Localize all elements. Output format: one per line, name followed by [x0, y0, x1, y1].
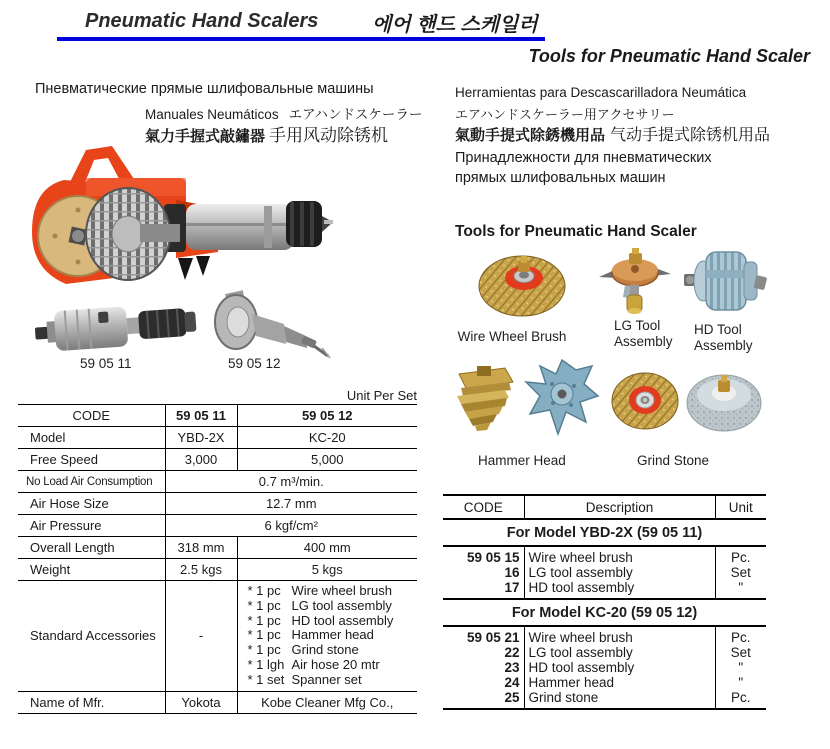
spec-row-accessories: Standard Accessories - * 1 pc Wire wheel brush * 1 pc LG tool assembly * 1 pc HD tool assembly * 1 pc Hammer head * 1 pc Grind stone * 1 lgh Air hose 20 mtr * 1 set Spanner set [18, 581, 417, 692]
unit-per-set-note: Unit Per Set [346, 388, 417, 403]
wire-wheel-brush-label: Wire Wheel Brush [457, 329, 567, 344]
page-title-en: Pneumatic Hand Scalers [85, 10, 319, 32]
tool-59-05-12-image [212, 290, 332, 362]
spec-header-row: CODE 59 05 11 59 05 12 [18, 405, 417, 427]
spec-table [18, 404, 417, 714]
page-title-ko: 에어 핸드 스케일러 [372, 14, 538, 36]
right-subtitle-russian-line1: Принадлежности для пневматических [455, 150, 712, 166]
tools-table-group-kc20: 59 05 21 22 23 24 25 Wire wheel brush LG tool assembly HD tool assembly Hammer head Grind stone Pc. Set " " Pc. [443, 626, 766, 709]
tools-table-section-ybd2x: For Model YBD-2X (59 05 11) [506, 525, 703, 541]
accessory-item: * 1 pc HD tool assembly [247, 612, 394, 628]
title-underline-bar [57, 37, 545, 41]
left-subtitle-japanese: エアハンドスケーラー [288, 107, 423, 122]
left-subtitle-chinese-simplified: 手用风动除锈机 [269, 126, 389, 145]
grind-wheel-image [610, 370, 682, 432]
accessory-item: * 1 lgh Air hose 20 mtr [247, 656, 380, 672]
right-subtitle-chinese-simplified: 气动手提式除锈机用品 [610, 127, 771, 144]
code-label-59-05-11: 59 05 11 [80, 356, 132, 371]
lg-tool-assembly-image [597, 247, 673, 315]
tools-table [443, 494, 766, 710]
grind-stone-image [684, 368, 764, 434]
hammer-head-label: Hammer Head [478, 453, 566, 468]
tools-table-header: CODE Description Unit [443, 495, 766, 519]
right-subtitle-japanese: エアハンドスケーラー用アクセサリー [455, 107, 675, 122]
tool-59-05-11-image [31, 292, 200, 361]
left-subtitle-chinese [145, 121, 388, 146]
code-label-59-05-12: 59 05 12 [228, 356, 281, 371]
right-subtitle-russian-line2: прямых шлифовальных машин [455, 170, 666, 186]
hammer-head-image [447, 364, 525, 434]
accessory-item: * 1 pc Grind stone [247, 642, 359, 658]
accessory-item: * 1 pc Wire wheel brush [247, 583, 392, 598]
wire-wheel-brush-image [477, 248, 569, 320]
spec-row-model: Model YBD-2X KC-20 [18, 427, 417, 449]
left-subtitle-spanish: Manuales Neumáticos [145, 107, 279, 122]
hd-tool-assembly-image [682, 246, 768, 316]
accessory-item: * 1 set Spanner set [247, 671, 362, 687]
hd-label-line2: Assembly [694, 338, 753, 353]
left-subtitle-russian: Пневматические прямые шлифовальные машины [35, 81, 374, 97]
lg-label-line1: LG Tool [614, 318, 661, 333]
impeller-image [524, 358, 600, 438]
right-subtitle-chinese-traditional: 氣動手提式除銹機用品 [455, 127, 606, 144]
spec-row-air-hose: Air Hose Size 12.7 mm [18, 493, 417, 515]
left-subtitle-spanish-japanese [145, 103, 422, 123]
hd-label-line1: HD Tool [694, 322, 742, 337]
tools-section-heading: Tools for Pneumatic Hand Scaler [455, 223, 697, 240]
accessory-item: * 1 pc Hammer head [247, 627, 374, 643]
spec-row-free-speed: Free Speed 3,000 5,000 [18, 449, 417, 471]
spec-row-manufacturer: Name of Mfr. Yokota Kobe Cleaner Mfg Co., [18, 691, 417, 713]
pneumatic-scaler-image [28, 144, 333, 292]
lg-label-line2: Assembly [614, 334, 673, 349]
grind-stone-label: Grind Stone [637, 453, 710, 468]
right-subtitle-spanish: Herramientas para Descascarilladora Neumática [455, 85, 747, 100]
spec-row-weight: Weight 2.5 kgs 5 kgs [18, 559, 417, 581]
tools-page-title: Tools for Pneumatic Hand Scaler [528, 46, 810, 66]
spec-row-overall-length: Overall Length 318 mm 400 mm [18, 537, 417, 559]
hd-tool-assembly-label [694, 322, 753, 354]
left-subtitle-chinese-traditional: 氣力手握式敲鏽器 [145, 128, 266, 145]
right-subtitle-chinese [455, 122, 770, 145]
lg-tool-assembly-label [614, 318, 673, 350]
spec-row-air-pressure: Air Pressure 6 kgf/cm² [18, 515, 417, 537]
spec-row-no-load: No Load Air Consumption 0.7 m³/min. [18, 471, 417, 493]
tools-table-group-ybd2x: 59 05 15 16 17 Wire wheel brush LG tool assembly HD tool assembly Pc. Set " [443, 546, 766, 599]
accessory-item: * 1 pc LG tool assembly [247, 597, 392, 613]
tools-table-section-kc20: For Model KC-20 (59 05 12) [511, 605, 698, 621]
